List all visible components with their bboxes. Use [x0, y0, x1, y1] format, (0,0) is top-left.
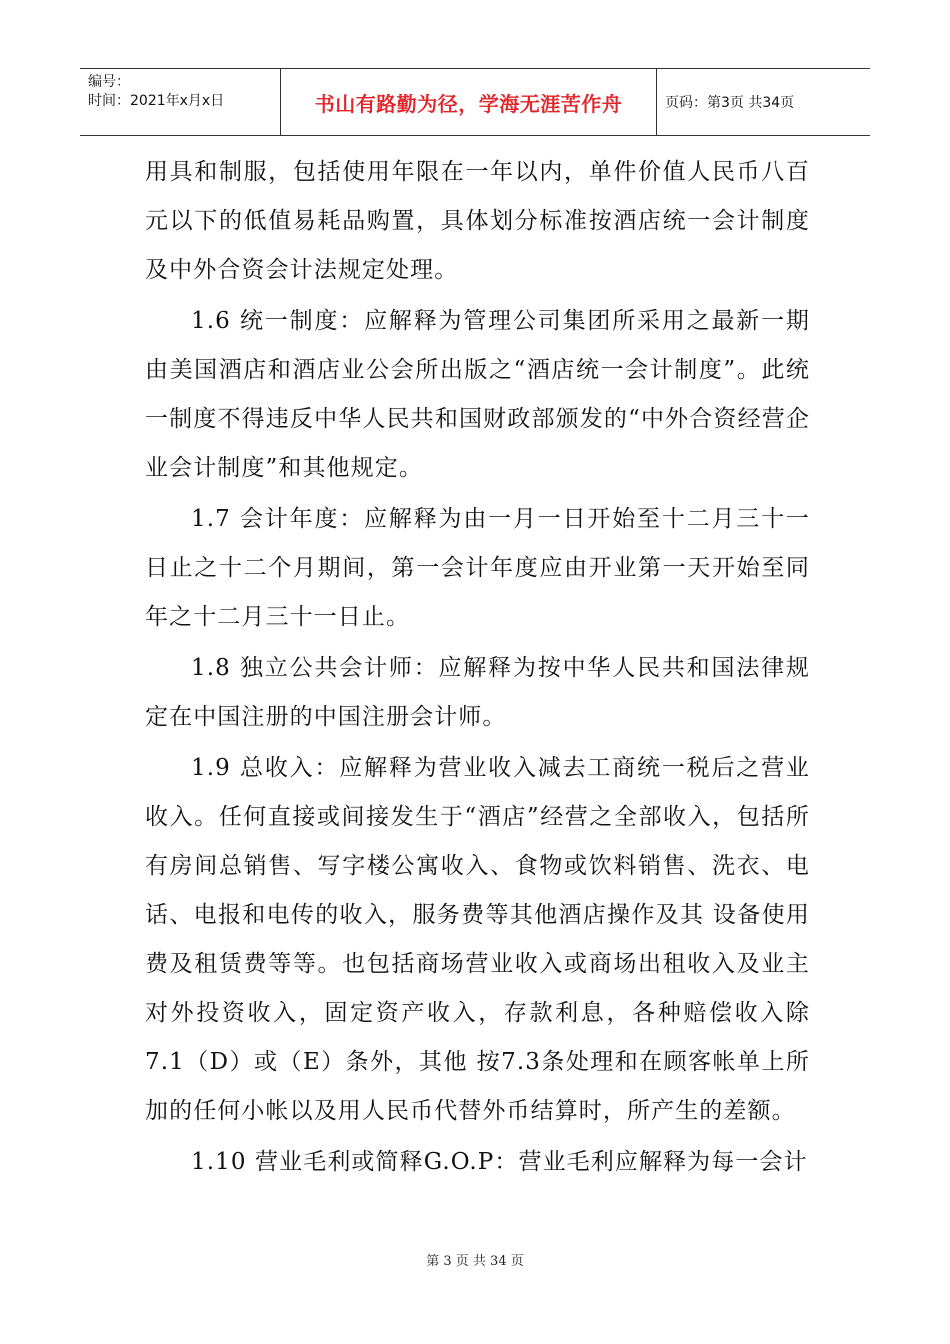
paragraph-continuation: 用具和制服，包括使用年限在一年以内，单件价值人民币八百元以下的低值易耗品购置，具体划分标准按酒店统一会计制度及中外合资会计法规定处理。 [145, 159, 810, 283]
document-body [145, 148, 810, 1189]
document-number-label: 编号： [88, 74, 130, 90]
header-page-info: 页码：第3页 共34页 [665, 95, 795, 111]
page-header [80, 68, 870, 136]
paragraph-1-7: 1.7 会计年度：应解释为由一月一日开始至十二月三十一日止之十二个月期间，第一会计年度应由开业第一天开始至同年之十二月三十一日止。 [145, 506, 810, 630]
paragraph-1-8: 1.8 独立公共会计师：应解释为按中华人民共和国法律规定在中国注册的中国注册会计师。 [145, 655, 810, 730]
header-meta [80, 69, 281, 135]
document-date: 时间：2021年x月x日 [88, 93, 225, 109]
page-footer: 第 3 页 共 34 页 [426, 1254, 524, 1269]
header-motto: 书山有路勤为径，学海无涯苦作舟 [281, 69, 657, 135]
paragraph-1-9: 1.9 总收入：应解释为营业收入减去工商统一税后之营业收入。任何直接或间接发生于“酒店”经营之全部收入，包括所有房间总销售、写字楼公寓收入、食物或饮料销售、洗衣、电话、电报和电传的收入，服务费等其他酒店操作及其 设备使用费及租赁费等等。也包括商场营业收入或商场出租收入及业主对外投资收入，固定资产收入，存款利息，各种赔偿收入除7.1（D）或（E）条外，其他 按7.3条处理和在顾客帐单上所加的任何小帐以及用人民币代替外币结算时，所产生的差额。 [145, 755, 810, 1124]
paragraph-1-6: 1.6 统一制度：应解释为管理公司集团所采用之最新一期由美国酒店和酒店业公会所出版之“酒店统一会计制度”。此统一制度不得违反中华人民共和国财政部颁发的“中外合资经营企业会计制度”和其他规定。 [145, 308, 810, 481]
paragraph-1-10: 1.10 营业毛利或简释G.O.P：营业毛利应解释为每一会计 [191, 1149, 808, 1175]
